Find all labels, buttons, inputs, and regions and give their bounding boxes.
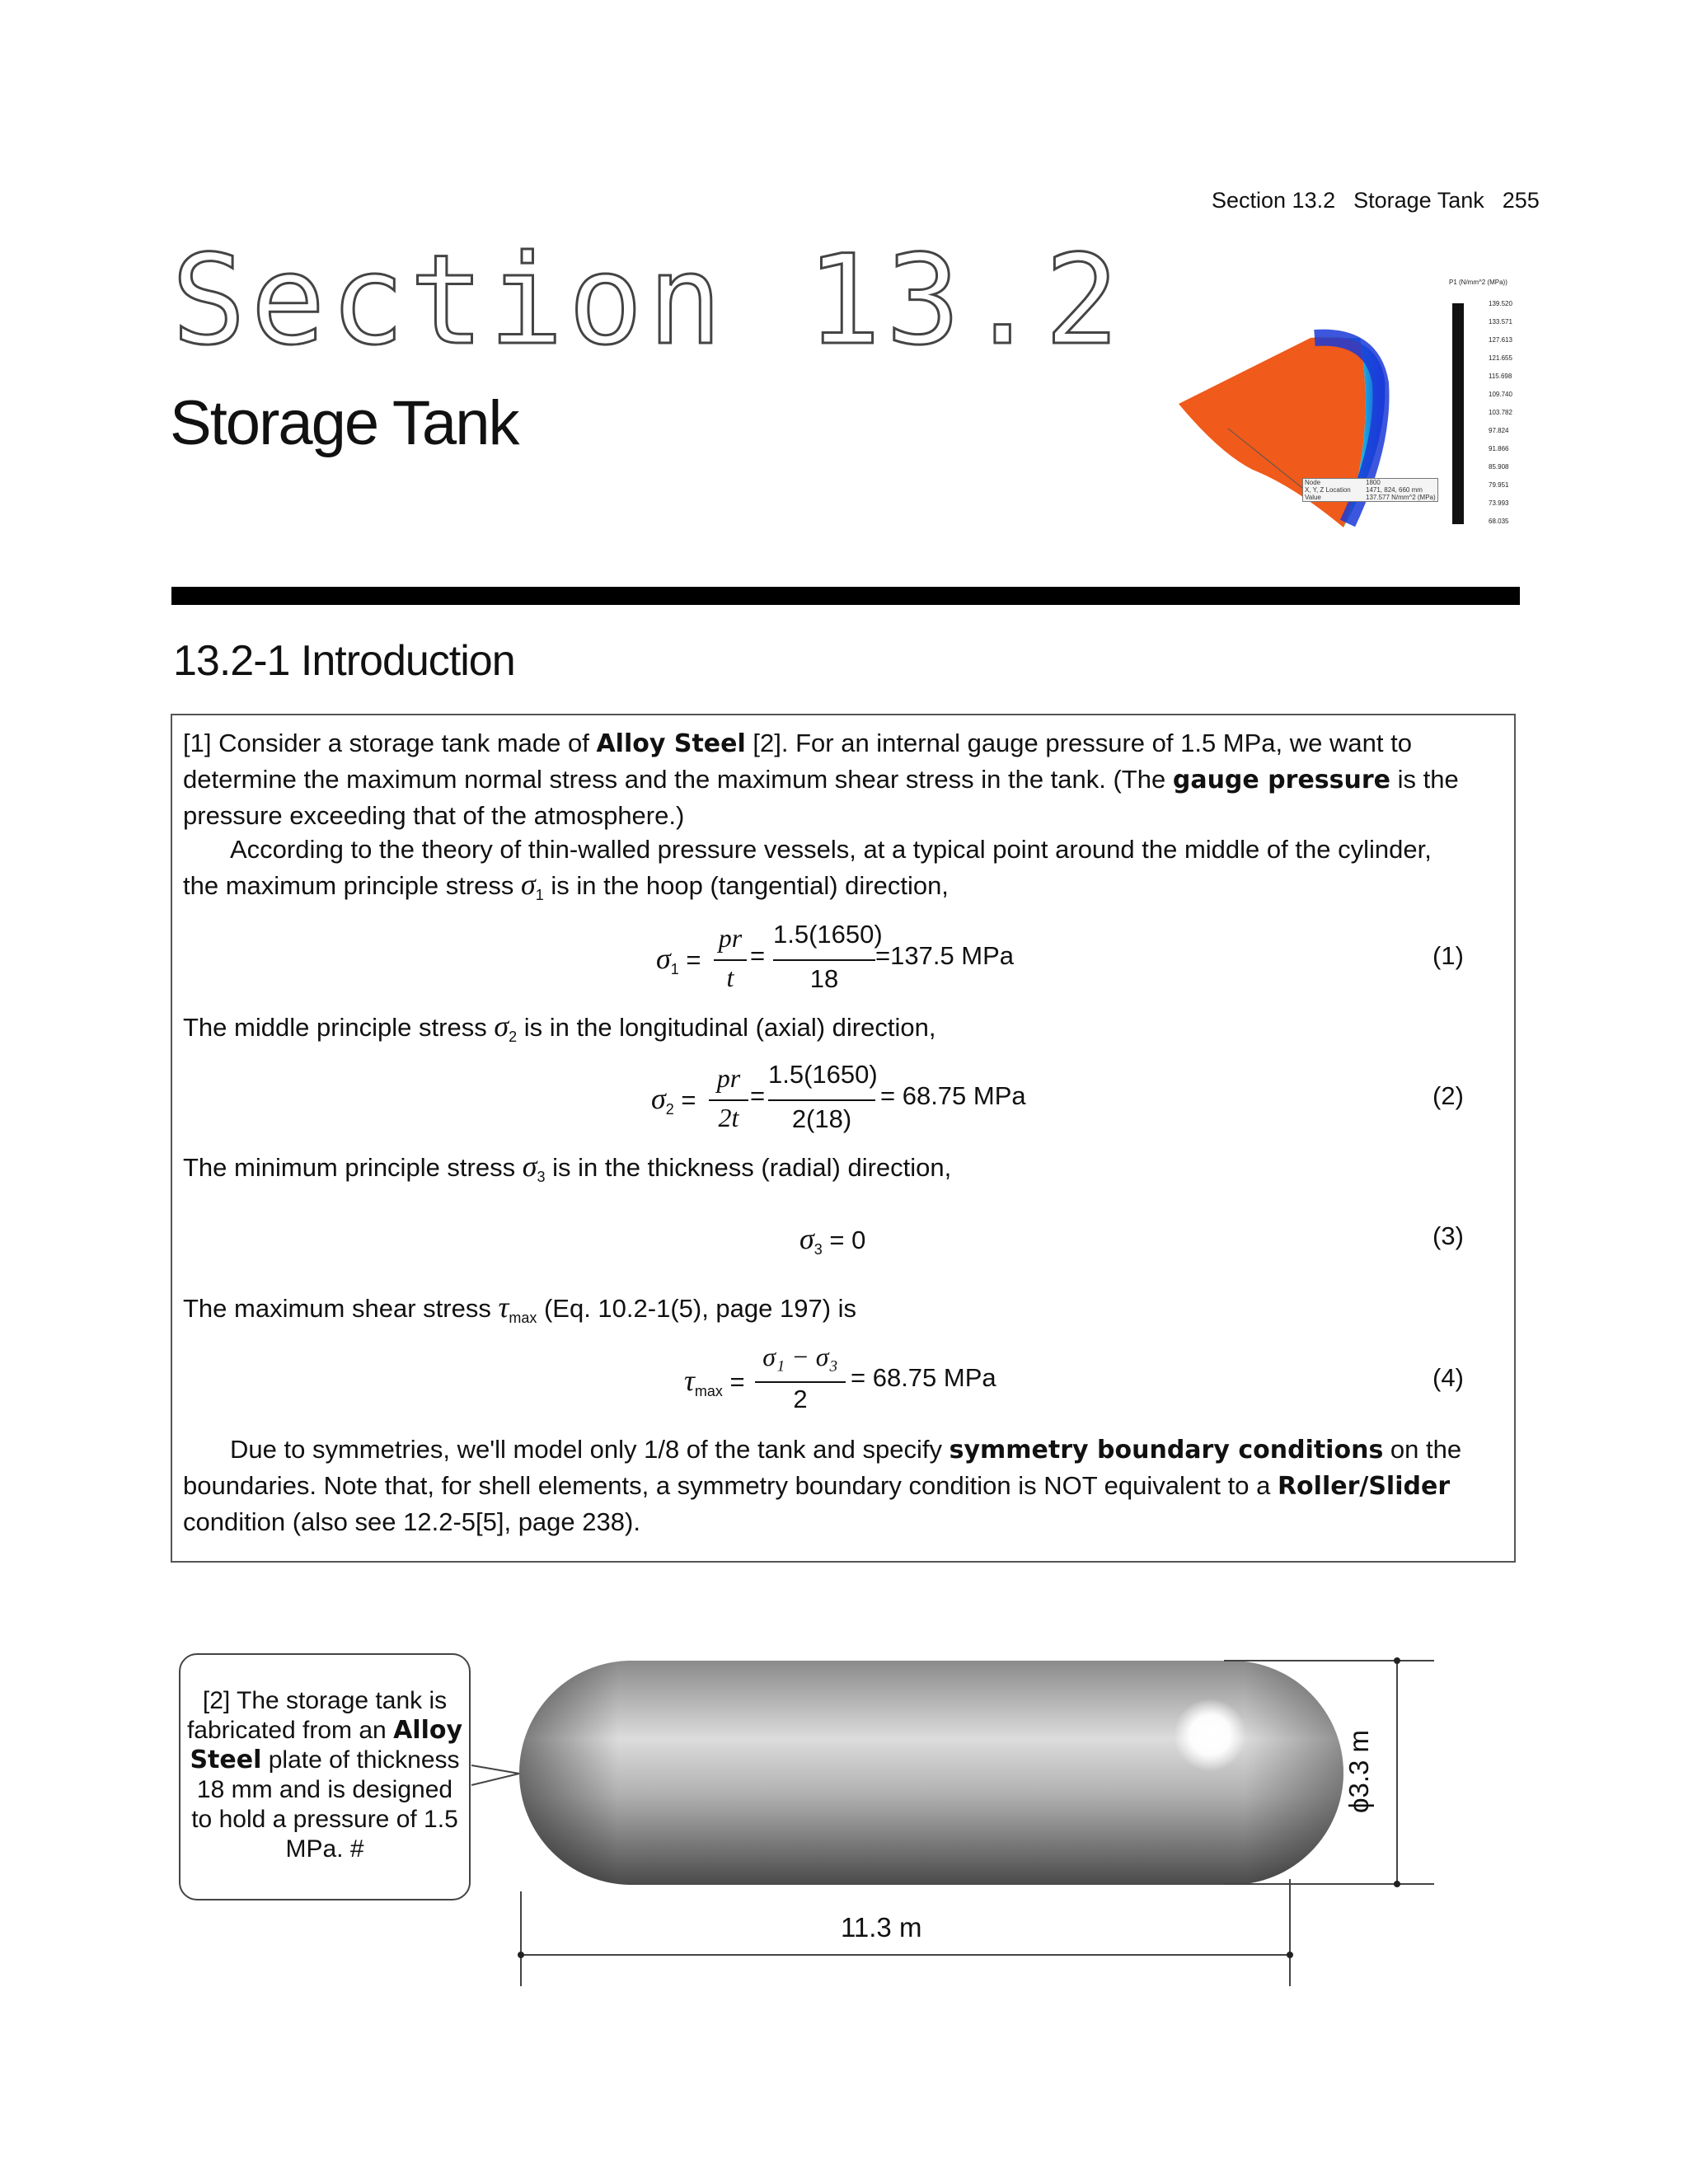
- probe-value: 1800: [1366, 479, 1381, 486]
- section-rule: [171, 587, 1520, 605]
- fraction-line: [755, 1381, 846, 1383]
- section-number-title: Section 13.2: [171, 229, 1124, 373]
- legend-value: 103.782: [1489, 409, 1512, 416]
- eq-equals: =: [750, 1081, 766, 1110]
- text-run: condition (also see 12.2-5[5], page 238).: [183, 1507, 640, 1536]
- eq1-num1: [714, 923, 747, 954]
- stress-plot-image: [1170, 313, 1434, 536]
- equation-number-4: (4): [1432, 1363, 1464, 1392]
- text-run: plate of thickness 18 mm and is designed to hold a pressure of 1.5 MPa. #: [191, 1746, 460, 1863]
- text-run: on the boundaries. Note that, for shell elements, a symmetry boundary condition is NOT equivalent to a: [183, 1435, 1462, 1500]
- sigma-symbol: σ: [521, 868, 536, 901]
- header-section-label: Section 13.2: [1212, 188, 1336, 213]
- text-run: is in the longitudinal (axial) direction,: [517, 1013, 936, 1042]
- subscript: 2: [509, 1029, 518, 1046]
- bold-term: Roller/Slider: [1277, 1472, 1451, 1501]
- text-run: is in the hoop (tangential) direction,: [543, 871, 949, 900]
- text-run: [2] The storage tank is fabricated from an: [186, 1687, 448, 1744]
- equation-3: [799, 1221, 865, 1258]
- eq-term: σ₁ − σ₃: [762, 1342, 838, 1371]
- tank-drawing: [462, 1640, 1451, 2003]
- fraction-line: [714, 959, 747, 961]
- sigma-symbol: σ: [522, 1150, 537, 1183]
- legend-value: 109.740: [1489, 391, 1512, 398]
- legend-value: 127.613: [1489, 336, 1512, 344]
- eq1-num2: 1.5(1650): [773, 920, 883, 949]
- tank-highlight: [1174, 1699, 1246, 1771]
- eq2-num2: 1.5(1650): [768, 1060, 878, 1089]
- eq-term: t: [726, 963, 734, 992]
- page-number: 255: [1502, 188, 1540, 213]
- eq-symbol: τ: [684, 1364, 695, 1397]
- text-run: (Eq. 10.2-1(5), page 197) is: [537, 1294, 857, 1323]
- text-run: The middle principle stress: [183, 1013, 495, 1042]
- probe-value: 1471, 824, 660 mm: [1366, 486, 1423, 494]
- equation-4-lhs: $\tau_{max}$ =: [684, 1364, 745, 1400]
- bold-term: Alloy Steel: [596, 729, 746, 758]
- legend-value: 68.035: [1489, 518, 1509, 525]
- eq-term: pr: [718, 923, 743, 953]
- text-run: is in the thickness (radial) direction,: [545, 1153, 952, 1182]
- callout-text: [186, 1686, 463, 1864]
- paragraph-3: [183, 1009, 1469, 1055]
- eq4-result: = 68.75 MPa: [851, 1363, 996, 1392]
- legend-value: 91.866: [1489, 445, 1509, 452]
- equation-2-lhs: $\sigma_2$ =: [651, 1082, 696, 1118]
- paragraph-5: [183, 1290, 1469, 1336]
- header-chapter-title: Storage Tank: [1353, 188, 1484, 213]
- equation-number-1: (1): [1432, 941, 1464, 970]
- eq2-num1: [709, 1063, 748, 1094]
- subscript: max: [509, 1310, 537, 1327]
- callout-pointer: [471, 1765, 519, 1785]
- subscript: 3: [537, 1169, 546, 1186]
- eq3-result: = 0: [829, 1226, 866, 1254]
- tau-symbol: τ: [498, 1291, 509, 1324]
- paragraph-4: [183, 1149, 1469, 1195]
- text-run: The maximum shear stress: [183, 1294, 499, 1323]
- eq4-num1: [755, 1342, 846, 1372]
- probe-label: X, Y, Z Location: [1305, 486, 1351, 494]
- text-run: According to the theory of thin-walled pressure vessels, at a typical point around the middle of the cylinder, the maximum principle stress: [183, 835, 1432, 900]
- equation-1-lhs: $\sigma_1$ =: [656, 942, 701, 978]
- eq1-den1: [714, 963, 747, 993]
- eq-symbol: σ: [656, 942, 671, 975]
- eq1-den2: 18: [809, 964, 839, 993]
- eq2-den1: [709, 1103, 748, 1133]
- legend-value: 133.571: [1489, 318, 1512, 326]
- eq-equals: =: [750, 941, 766, 970]
- paragraph-1: [183, 725, 1469, 833]
- fraction-line: [773, 959, 875, 961]
- bold-term: gauge pressure: [1172, 766, 1391, 794]
- length-label: 11.3 m: [841, 1912, 922, 1943]
- equation-number-2: (2): [1432, 1081, 1464, 1110]
- subscript: 1: [670, 961, 679, 978]
- intro-heading: 13.2-1 Introduction: [173, 637, 515, 685]
- subscript: 1: [535, 887, 544, 904]
- text-run: Due to symmetries, we'll model only 1/8 of the tank and specify: [230, 1435, 950, 1464]
- legend-value: 73.993: [1489, 499, 1509, 507]
- legend-value: 79.951: [1489, 481, 1509, 489]
- eq-symbol: σ: [799, 1222, 814, 1255]
- text-run: [1] Consider a storage tank made of: [183, 729, 597, 757]
- probe-table: [1302, 478, 1438, 502]
- legend-value: 97.824: [1489, 427, 1509, 434]
- fraction-line: [709, 1099, 748, 1101]
- legend-value: 121.655: [1489, 354, 1512, 362]
- paragraph-6: [183, 1432, 1469, 1540]
- text-run: The minimum principle stress: [183, 1153, 523, 1182]
- subscript: 2: [665, 1101, 674, 1118]
- tank-shading: [519, 1661, 1343, 1885]
- fraction-line: [768, 1099, 875, 1101]
- text-run: [2]. For an internal gauge pressure of 1.5 MPa, we want to determine the maximum normal stress and the maximum shear stress in the tank. (The: [183, 729, 1412, 794]
- legend-color-bar: [1452, 303, 1464, 524]
- bold-term: Alloy Steel: [190, 1716, 463, 1774]
- eq-term: 2t: [718, 1103, 739, 1132]
- subscript: 3: [814, 1241, 823, 1258]
- section-title: Storage Tank: [170, 388, 518, 458]
- eq1-result: =137.5 MPa: [875, 941, 1015, 970]
- legend-value: 115.698: [1489, 373, 1512, 380]
- eq2-den2: 2(18): [791, 1104, 852, 1133]
- probe-label: Value: [1305, 494, 1321, 501]
- subscript: max: [694, 1383, 723, 1400]
- eq2-result: = 68.75 MPa: [880, 1081, 1026, 1110]
- legend-title: P1 (N/mm^2 (MPa)): [1449, 279, 1507, 286]
- eq-term: pr: [716, 1063, 741, 1093]
- probe-value: 137.577 N/mm^2 (MPa): [1366, 494, 1436, 501]
- eq-symbol: σ: [651, 1082, 666, 1115]
- equation-number-3: (3): [1432, 1221, 1464, 1250]
- diameter-label: ϕ3.3 m: [1343, 1729, 1374, 1813]
- legend-value: 139.520: [1489, 300, 1512, 307]
- text-run: is the pressure exceeding that of the atmosphere.): [183, 765, 1459, 830]
- running-header: [1212, 188, 1540, 213]
- bold-term: symmetry boundary conditions: [949, 1436, 1384, 1465]
- paragraph-2: [183, 832, 1469, 913]
- eq4-den1: 2: [793, 1385, 808, 1413]
- sigma-symbol: σ: [494, 1010, 509, 1043]
- probe-label: Node: [1305, 479, 1321, 486]
- legend-value: 85.908: [1489, 463, 1509, 471]
